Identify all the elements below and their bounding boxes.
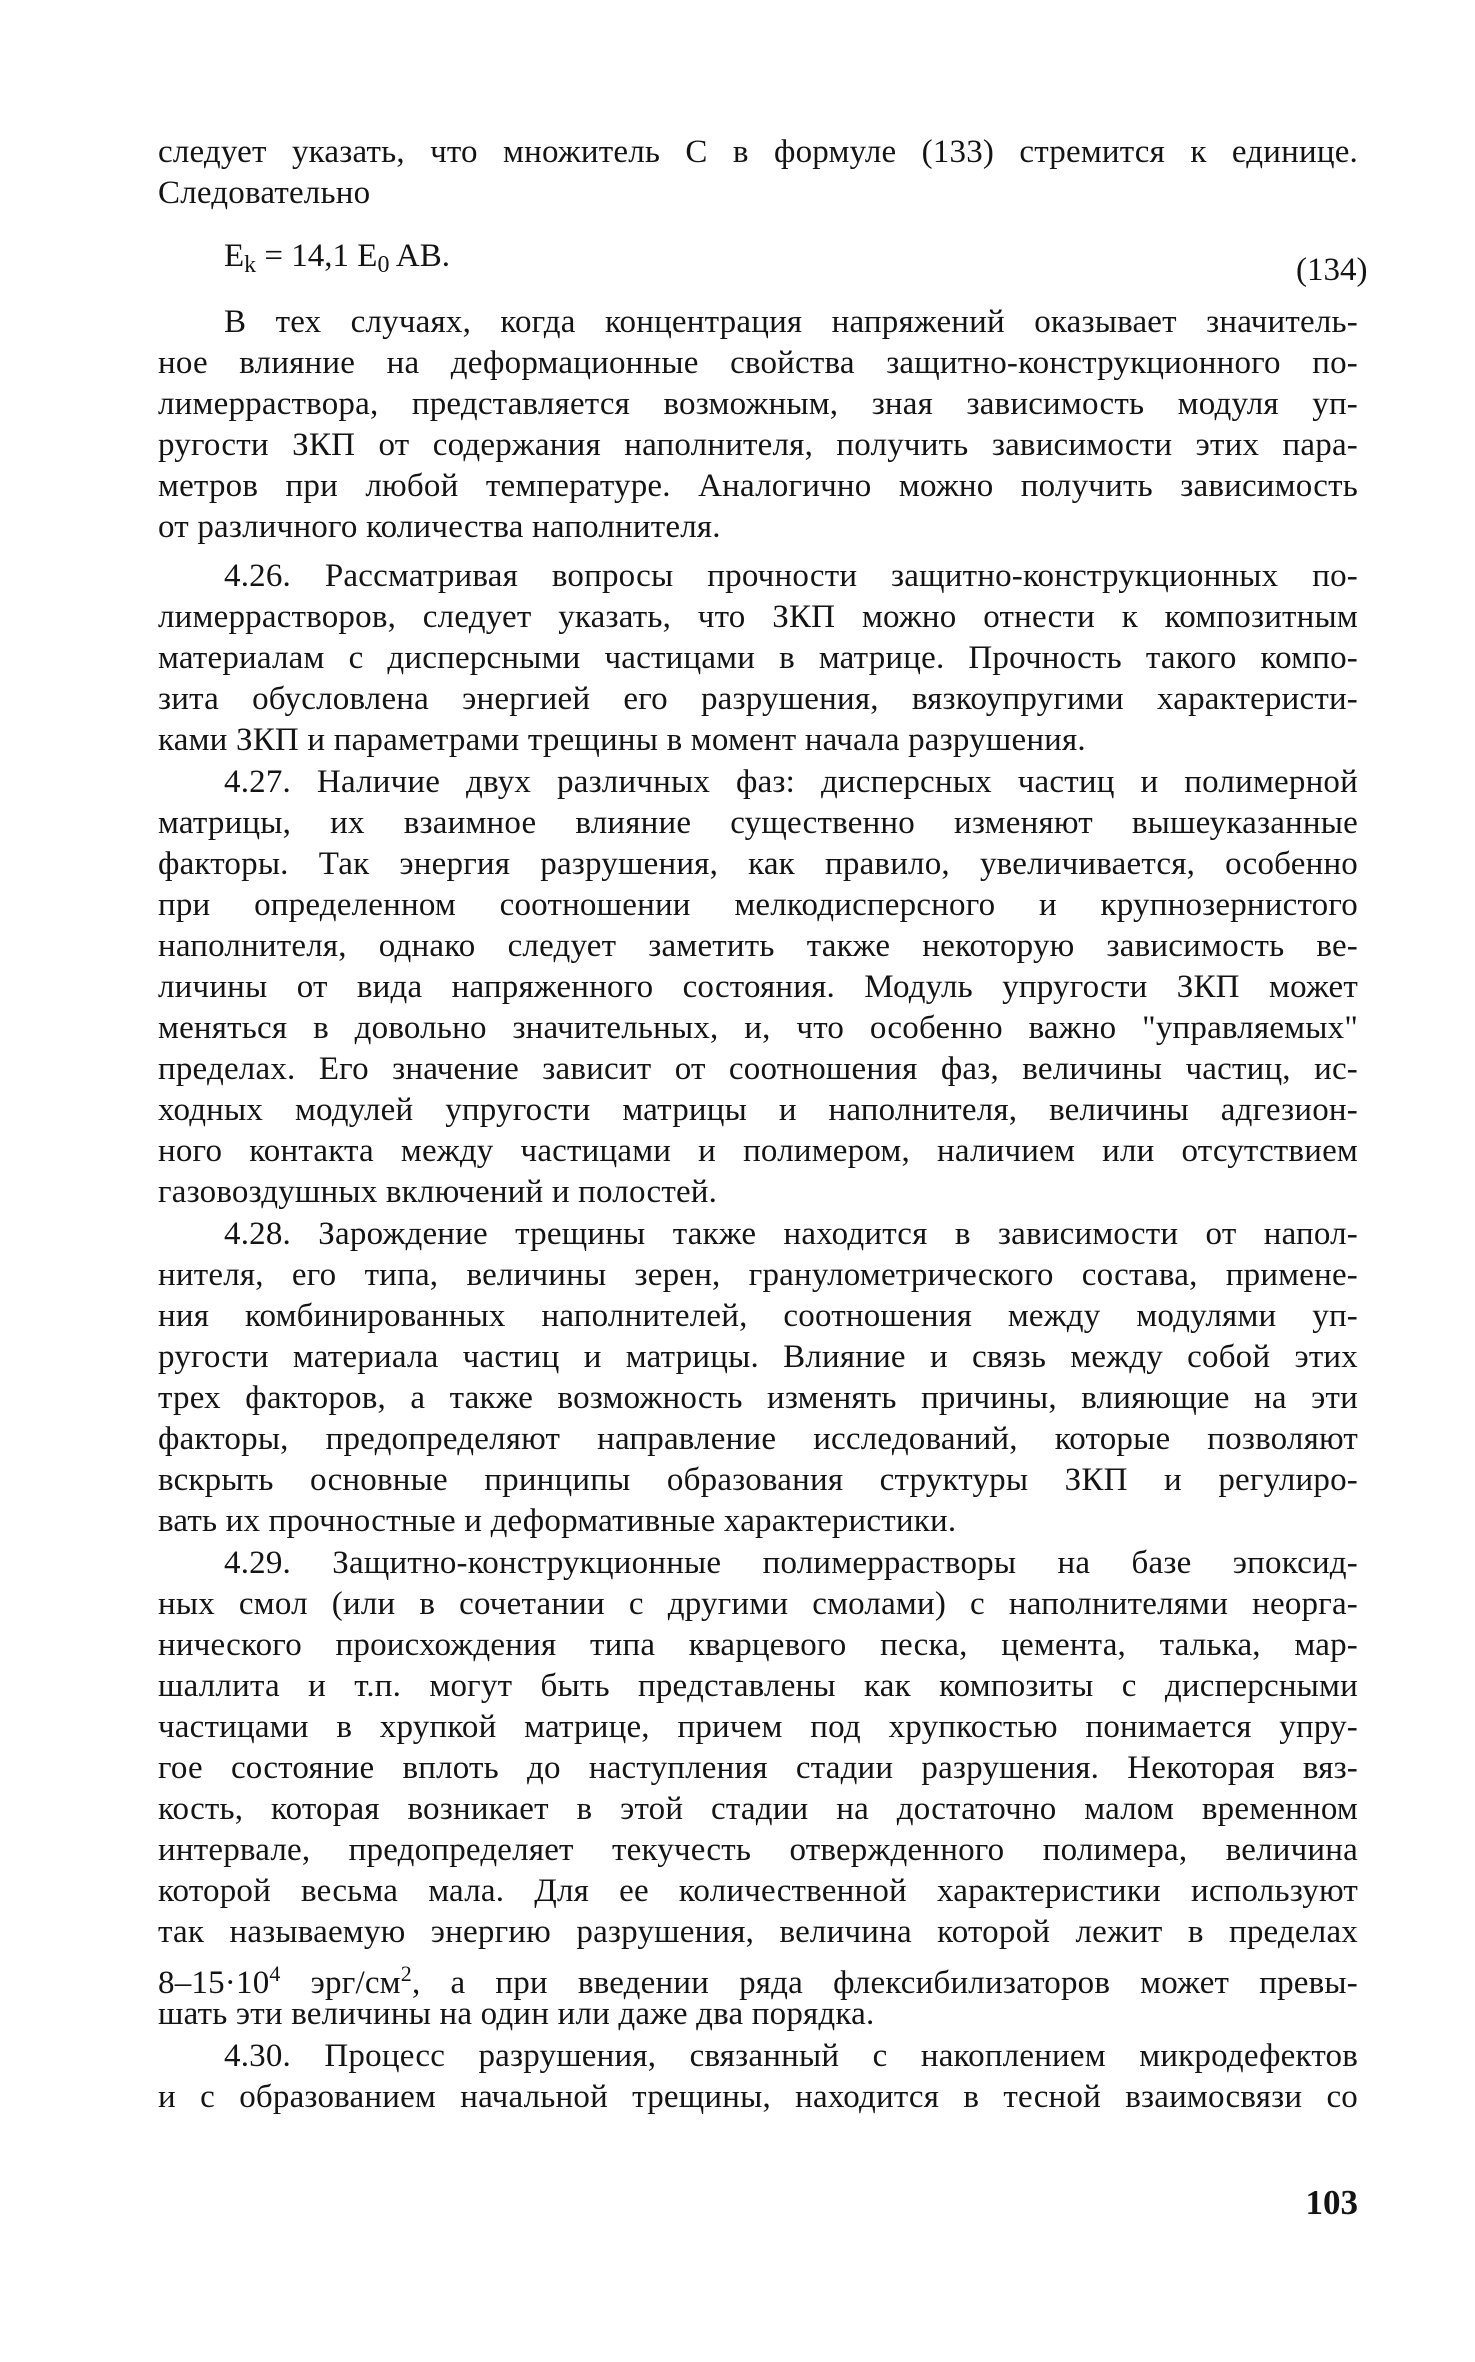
text-line: наполнителя, однако следует заметить также некоторую зависимость ве- [158,928,1358,964]
text-line: газовоздушных включений и полостей. [158,1174,718,1210]
text-line: трех факторов, а также возможность изменять причины, влияющие на эти [158,1380,1358,1416]
text-line: при определенном соотношении мелкодисперсного и крупнозернистого [158,887,1358,923]
formula-134 [224,236,450,286]
energy-unit: эрг/см [280,1965,401,2001]
text-line: шаллита и т.п. могут быть представлены как композиты с дисперсными [158,1668,1358,1704]
text-line: гое состояние вплоть до наступления стадии разрушения. Некоторая вяз- [158,1750,1358,1786]
text-line: ругости материала частиц и матрицы. Влияние и связь между собой этих [158,1339,1358,1375]
text-line: вскрыть основные принципы образования структуры ЗКП и регулиро- [158,1462,1358,1498]
formula-rhs: = 14,1 E [264,238,378,274]
text-line: которой весьма мала. Для ее количественной характеристики используют [158,1873,1358,1909]
text-line: В тех случаях, когда концентрация напряжений оказывает значитель- [224,304,1358,340]
text-line: факторы. Так энергия разрушения, как правило, увеличивается, особенно [158,846,1358,882]
text-line: метров при любой температуре. Аналогично можно получить зависимость [158,468,1358,504]
text-line: следует указать, что множитель С в формуле (133) стремится к единице. [158,134,1358,170]
text-line: нического происхождения типа кварцевого песка, цемента, талька, мар- [158,1627,1358,1663]
text-line: зита обусловлена энергией его разрушения, вязкоупругими характеристи- [158,681,1358,717]
text-line: интервале, предопределяет текучесть отвержденного полимера, величина [158,1832,1358,1868]
text-line: лимеррастворов, следует указать, что ЗКП можно отнести к композитным [158,599,1358,635]
text-line: ных смол (или в сочетании с другими смолами) с наполнителями неорга- [158,1586,1358,1622]
text-line: 4.26. Рассматривая вопросы прочности защитно-конструкционных по- [224,558,1358,594]
text-line: 4.29. Защитно-конструкционные полимеррастворы на базе эпоксид- [224,1545,1358,1581]
text-line: и с образованием начальной трещины, находится в тесной взаимосвязи со [158,2079,1358,2115]
text-line: лимерраствора, представляется возможным, зная зависимость модуля уп- [158,386,1358,422]
formula-rhs-subscript: 0 [377,252,390,278]
energy-range: 8–15·10 [158,1965,270,2001]
text-line: 4.28. Зарождение трещины также находится в зависимости от напол- [224,1216,1358,1252]
text-line: материалам с дисперсными частицами в матрице. Прочность такого компо- [158,640,1358,676]
energy-exponent: 4 [269,1961,281,1986]
units-line-rest: , а при введении ряда флексибилизаторов может превы- [411,1965,1358,2001]
text-line: ное влияние на деформационные свойства защитно-конструкционного по- [158,345,1358,381]
text-line: частицами в хрупкой матрице, причем под хрупкостью понимается упру- [158,1709,1358,1745]
unit-exponent: 2 [400,1961,412,1986]
page-number: 103 [1305,2183,1358,2222]
text-line: матрицы, их взаимное влияние существенно изменяют вышеуказанные [158,805,1358,841]
text-line: факторы, предопределяют направление исследований, которые позволяют [158,1421,1358,1457]
text-line: меняться в довольно значительных, и, что особенно важно "управляемых" [158,1010,1358,1046]
text-line: личины от вида напряженного состояния. Модуль упругости ЗКП может [158,969,1358,1005]
text-line: ного контакта между частицами и полимером, наличием или отсутствием [158,1133,1358,1169]
text-line: пределах. Его значение зависит от соотношения фаз, величины частиц, ис- [158,1051,1358,1087]
text-line: так называемую энергию разрушения, величина которой лежит в пределах [158,1914,1358,1950]
formula-rhs-end: AB. [389,238,450,274]
text-line: ругости ЗКП от содержания наполнителя, получить зависимости этих пара- [158,427,1358,463]
equation-number: (134) [1296,252,1368,288]
text-line: 4.30. Процесс разрушения, связанный с накоплением микродефектов [224,2038,1358,2074]
text-line: ходных модулей упругости матрицы и наполнителя, величины адгезион- [158,1092,1358,1128]
text-line: нителя, его типа, величины зерен, гранулометрического состава, примене- [158,1257,1358,1293]
text-line: шать эти величины на один или даже два порядка. [158,1996,875,2032]
text-line: 4.27. Наличие двух различных фаз: дисперсных частиц и полимерной [224,764,1358,800]
text-line: ния комбинированных наполнителей, соотношения между модулями уп- [158,1298,1358,1334]
text-line: вать их прочностные и деформативные характеристики. [158,1503,957,1539]
text-line: от различного количества наполнителя. [158,509,721,545]
formula-lhs-subscript: k [244,252,257,278]
text-line: ками ЗКП и параметрами трещины в момент начала разрушения. [158,722,1086,758]
text-line: кость, которая возникает в этой стадии на достаточно малом временном [158,1791,1358,1827]
formula-lhs: E [224,238,245,274]
text-line: Следовательно [158,175,371,211]
